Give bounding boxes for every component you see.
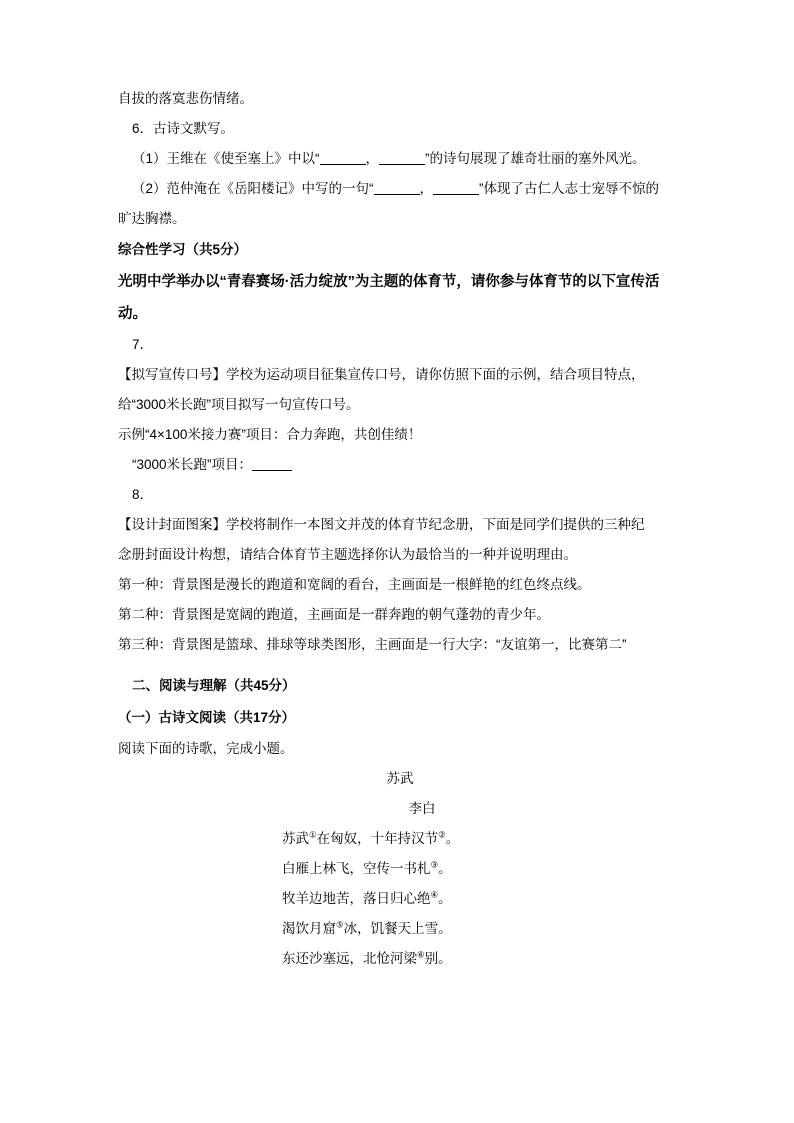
poem-text: 冰，饥餐天上雪。 (343, 921, 452, 936)
footnote-marker: ⑥ (417, 949, 425, 960)
poem-text: 白雁上林飞，空传一书札 (282, 861, 431, 876)
question-8-number: 8． (132, 487, 154, 502)
question-7-answer-label: “3000米长跑”项目： (132, 457, 253, 472)
question-7-line-2: 给“3000米长跑”项目拟写一句宣传口号。 (118, 397, 360, 412)
part-2-instruction: 阅读下面的诗歌，完成小题。 (118, 741, 294, 756)
part-2-subheading: （一）古诗文阅读（共17分） (118, 710, 296, 725)
poem-text: 。 (445, 831, 460, 846)
question-6-heading (118, 114, 676, 144)
comprehensive-intro-line-2: 动。 (118, 306, 147, 322)
footnote-marker: ② (438, 829, 446, 840)
footnote-marker: ③ (430, 859, 439, 870)
poem-text: 渴饮月窟 (282, 921, 336, 936)
poem-author: 李白 (408, 801, 436, 816)
question-8-option-1: 第一种：背景图是漫长的跑道和宽阔的看台，主画面是一根鲜艳的红色终点线。 (118, 577, 591, 592)
item-label: （1） (132, 151, 167, 166)
answer-blank[interactable] (379, 151, 425, 165)
poem-text: 苏武 (282, 831, 309, 846)
poem-line (118, 944, 676, 974)
question-8-line-1: 【设计封面图案】学校将制作一本图文并茂的体育节纪念册，下面是同学们提供的三种纪 (118, 517, 645, 532)
poem-title: 苏武 (386, 771, 414, 786)
question-8-option-2: 第二种：背景图是宽阔的跑道，主画面是一群奔跑的朝气蓬勃的青少年。 (118, 607, 550, 622)
comprehensive-intro-line-1: 光明中学举办以“青春赛场·活力绽放”为主题的体育节，请你参与体育节的以下宣传活 (118, 274, 660, 290)
part-2-heading: 二、阅读与理解（共45分） (132, 678, 296, 693)
poem-text: 别。 (424, 951, 452, 966)
question-6-item-2-wrap: 旷达胸襟。 (118, 211, 186, 226)
comprehensive-heading: 综合性学习（共5分） (118, 242, 248, 257)
answer-blank[interactable] (320, 151, 366, 165)
poem-text: 在匈奴，十年持汉节 (316, 831, 439, 846)
question-7-example: 示例“4×100米接力赛”项目：合力奔跑，共创佳绩！ (118, 427, 422, 442)
item-text-after: ”体现了古仁人志士宠辱不惊的 (479, 181, 660, 196)
footnote-marker: ⑤ (336, 919, 344, 930)
answer-blank[interactable] (374, 181, 420, 195)
poem-line (118, 824, 676, 854)
question-7-answer-row (118, 450, 676, 480)
question-6-item-1 (118, 144, 676, 174)
item-label: （2） (132, 181, 167, 196)
poem-text: 。 (438, 861, 452, 876)
item-mid: ， (365, 151, 380, 166)
poem-line (118, 914, 676, 944)
question-7-line-1: 【拟写宣传口号】学校为运动项目征集宣传口号，请你仿照下面的示例，结合项目特点， (118, 367, 645, 382)
poem-line (118, 854, 676, 884)
question-8-line-2: 念册封面设计构想，请结合体育节主题选择你认为最恰当的一种并说明理由。 (118, 547, 577, 562)
item-text-before: 王维在《使至塞上》中以“ (166, 151, 320, 166)
poem-text: 东还沙塞远，北怆河梁 (282, 951, 417, 966)
answer-blank[interactable] (252, 457, 292, 471)
question-7-number: 7． (132, 337, 154, 352)
poem-text: 牧羊边地苦，落日归心绝 (282, 891, 431, 906)
poem-text: 。 (438, 891, 452, 906)
top-fragment-text: 自拔的落寞悲伤情绪。 (118, 91, 253, 106)
question-6-item-2 (118, 174, 676, 204)
item-text-before: 范仲淹在《岳阳楼记》中写的一句“ (166, 181, 374, 196)
question-6-number: 6． (132, 121, 154, 136)
item-mid: ， (419, 181, 434, 196)
question-6-title: 古诗文默写。 (153, 121, 235, 136)
footnote-marker: ④ (430, 889, 439, 900)
question-8-option-3: 第三种：背景图是篮球、排球等球类图形，主画面是一行大字：“友谊第一，比赛第二” (118, 637, 627, 652)
footnote-marker: ① (309, 829, 317, 840)
poem-line (118, 884, 676, 914)
item-text-after: ”的诗句展现了雄奇壮丽的塞外风光。 (425, 151, 646, 166)
answer-blank[interactable] (433, 181, 479, 195)
